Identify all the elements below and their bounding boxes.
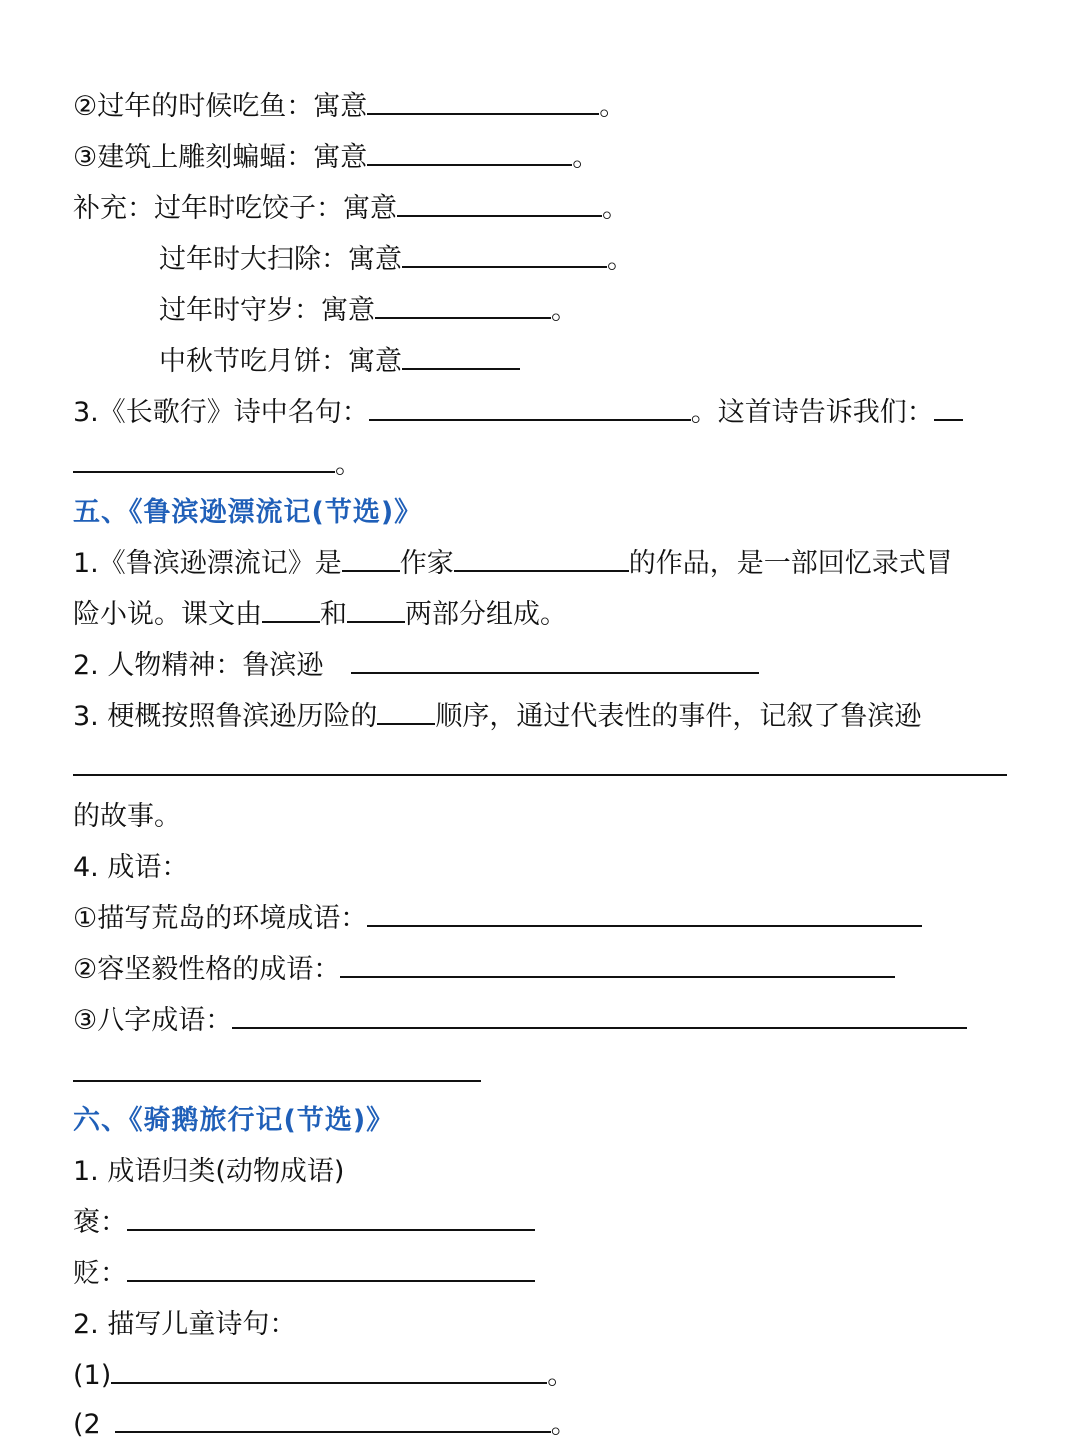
derogatory-line	[73, 1249, 535, 1299]
derogatory-label: 贬：	[73, 1258, 127, 1289]
robinson-q3-end-line: 的故事。	[73, 801, 181, 832]
praise-line	[73, 1198, 535, 1248]
dumplings-line	[73, 184, 629, 234]
mooncake-meaning-blank[interactable]	[402, 340, 520, 370]
changgexing-lesson-label: 。这首诗告诉我们：	[690, 397, 934, 428]
robinson-q3-line	[73, 692, 921, 742]
tenacity-idioms-blank[interactable]	[340, 948, 895, 978]
poem-2-blank[interactable]	[115, 1403, 551, 1433]
eight-char-idioms-line	[73, 996, 967, 1046]
tenacity-idioms-line	[73, 945, 895, 995]
island-idioms-label: ①描写荒岛的环境成语：	[73, 903, 368, 934]
poem-1-label: (1)	[73, 1360, 112, 1391]
eight-char-idioms-label: ③八字成语：	[73, 1005, 233, 1036]
robinson-q3-text-2: 顺序，通过代表性的事件，记叙了鲁滨逊	[435, 701, 922, 732]
praise-blank[interactable]	[127, 1201, 535, 1231]
derogatory-blank[interactable]	[127, 1252, 535, 1282]
animal-idioms-label: 1. 成语归类(动物成语)	[73, 1156, 345, 1187]
changgexing-lesson-blank-end[interactable]	[73, 443, 335, 473]
section6-heading: 六、《骑鹅旅行记(节选)》	[73, 1105, 395, 1136]
robinson-q3-text-1: 3. 梗概按照鲁滨逊历险的	[73, 701, 378, 732]
poem-2-line	[73, 1400, 578, 1450]
cleaning-line	[159, 235, 634, 285]
poem-2-period: 。	[550, 1409, 578, 1440]
shousui-line	[159, 286, 578, 336]
robinson-spirit-blank[interactable]	[351, 644, 759, 674]
poem-1-period: 。	[547, 1360, 575, 1391]
part-one-blank[interactable]	[262, 593, 320, 623]
poem-2-label: (2	[73, 1409, 101, 1440]
robinson-q1-line	[73, 539, 953, 589]
shousui-meaning-blank[interactable]	[375, 289, 551, 319]
nationality-blank[interactable]	[342, 542, 400, 572]
sequence-blank[interactable]	[377, 695, 435, 725]
robinson-q1-text-1: 1.《鲁滨逊漂流记》是	[73, 548, 342, 579]
shousui-period: 。	[551, 295, 578, 326]
fish-meaning-label: ②过年的时候吃鱼：寓意	[73, 91, 368, 122]
bat-carving-line	[73, 133, 599, 183]
poem-1-blank[interactable]	[111, 1354, 547, 1384]
robinson-q1-text-2: 作家	[399, 548, 454, 579]
mooncake-line	[159, 337, 520, 387]
mooncake-meaning-label: 中秋节吃月饼：寓意	[159, 346, 402, 377]
changgexing-lesson-blank-start[interactable]	[934, 391, 963, 421]
changgexing-continued-line	[73, 440, 362, 490]
island-idioms-blank[interactable]	[367, 897, 922, 927]
bat-meaning-blank[interactable]	[367, 136, 572, 166]
bat-meaning-label: ③建筑上雕刻蝙蝠：寓意	[73, 142, 368, 173]
fish-period: 。	[599, 91, 627, 122]
dumplings-period: 。	[602, 193, 629, 224]
section5-heading: 五、《鲁滨逊漂流记(节选)》	[73, 497, 423, 528]
shousui-meaning-label: 过年时守岁：寓意	[159, 295, 375, 326]
praise-label: 褒：	[73, 1207, 127, 1238]
island-idioms-line	[73, 894, 922, 944]
eight-char-idioms-blank[interactable]	[232, 999, 967, 1029]
robinson-spirit-label: 2. 人物精神：鲁滨逊	[73, 650, 324, 681]
cleaning-period: 。	[607, 244, 634, 275]
dumplings-meaning-blank[interactable]	[397, 187, 602, 217]
supplement-label: 补充：	[73, 193, 154, 224]
poem-1-line	[73, 1351, 574, 1401]
changgexing-line	[73, 388, 963, 438]
eight-char-idioms-blank-continued[interactable]	[73, 1080, 481, 1082]
festival-fish-line	[73, 82, 626, 132]
children-poems-label: 2. 描写儿童诗句：	[73, 1309, 297, 1340]
bat-period: 。	[572, 142, 600, 173]
robinson-q3-long-blank[interactable]	[73, 774, 1007, 776]
cleaning-meaning-blank[interactable]	[402, 238, 607, 268]
cleaning-meaning-label: 过年时大扫除：寓意	[159, 244, 402, 275]
changgexing-period: 。	[335, 449, 362, 480]
author-blank[interactable]	[454, 542, 629, 572]
robinson-q1b-text-1: 险小说。课文由	[73, 599, 262, 630]
robinson-q1b-text-3: 两部分组成。	[405, 599, 567, 630]
robinson-q1b-text-2: 和	[320, 599, 347, 630]
dumplings-meaning-label: 过年时吃饺子：寓意	[154, 193, 397, 224]
robinson-q1-text-3: 的作品，是一部回忆录式冒	[628, 548, 953, 579]
part-two-blank[interactable]	[347, 593, 405, 623]
tenacity-idioms-label: ②容坚毅性格的成语：	[73, 954, 341, 985]
robinson-q1-continued-line	[73, 590, 567, 640]
robinson-q2-line	[73, 641, 759, 691]
changgexing-quote-blank[interactable]	[369, 391, 691, 421]
changgexing-label: 3.《长歌行》诗中名句：	[73, 397, 369, 428]
fish-meaning-blank[interactable]	[367, 85, 599, 115]
idioms-label: 4. 成语：	[73, 852, 189, 883]
